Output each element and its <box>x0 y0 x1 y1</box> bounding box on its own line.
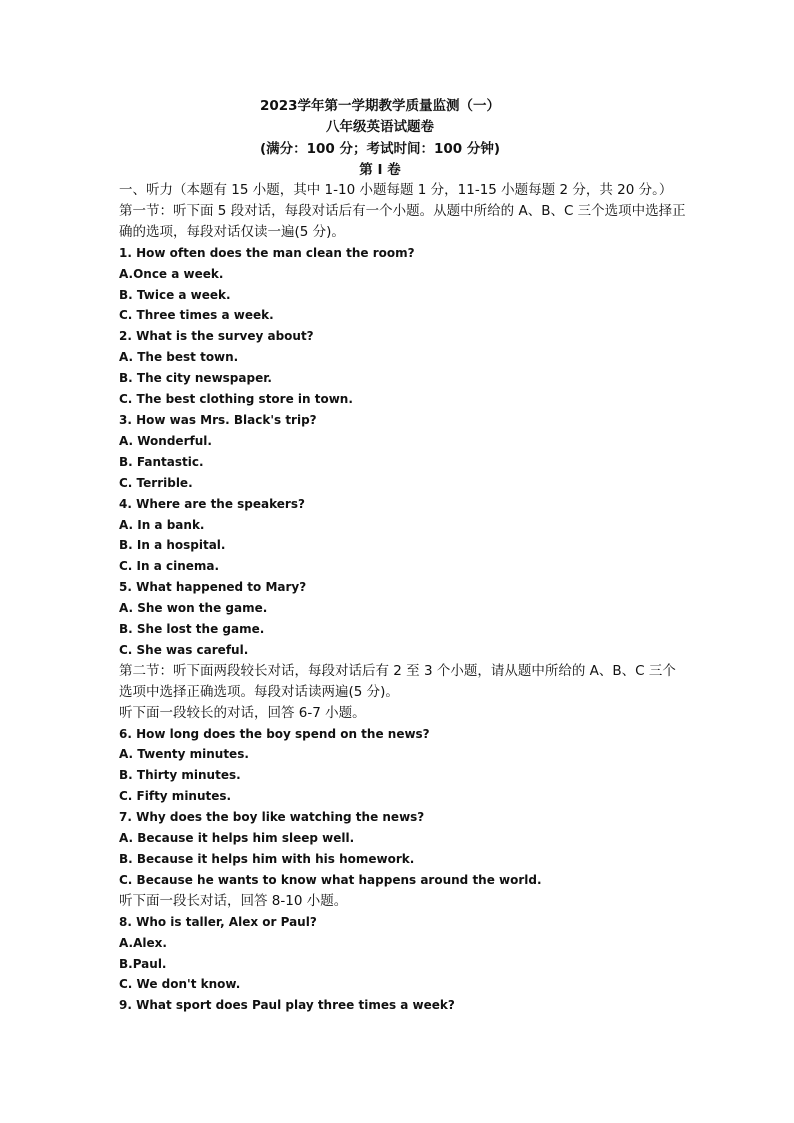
part2-instructions: 第二节：听下面两段较长对话，每段对话后有 2 至 3 个小题，请从题中所给的 A、B、C 三个选项中选择正确选项。每段对话读两遍(5 分)。 <box>119 662 676 700</box>
option-b: B. The city newspaper. <box>119 371 272 386</box>
volume-label: 第 I 卷 <box>359 161 401 178</box>
dialog1-instructions: 听下面一段较长的对话，回答 6-7 小题。 <box>119 704 366 721</box>
exam-header <box>0 96 760 181</box>
option-c: C. Three times a week. <box>119 308 274 323</box>
exam-subtitle: 八年级英语试题卷 <box>326 119 434 136</box>
option-c: C. Because he wants to know what happens around the world. <box>119 872 542 887</box>
option-b: B. Thirty minutes. <box>119 768 241 783</box>
question-text: 1. How often does the man clean the room? <box>119 245 415 260</box>
part1-instructions: 第一节：听下面 5 段对话，每段对话后有一个小题。从题中所给的 A、B、C 三个选项中选择正确的选项，每段对话仅读一遍(5 分)。 <box>119 202 686 240</box>
question-text: 9. What sport does Paul play three times a week? <box>119 998 455 1013</box>
option-c: C. The best clothing store in town. <box>119 392 353 407</box>
question-text: 7. Why does the boy like watching the news? <box>119 810 425 825</box>
option-c: C. Fifty minutes. <box>119 789 232 804</box>
dialog2-instructions: 听下面一段长对话，回答 8-10 小题。 <box>119 892 348 909</box>
question-text: 5. What happened to Mary? <box>119 580 307 595</box>
option-b: B.Paul. <box>119 956 167 971</box>
option-a: A.Once a week. <box>119 266 224 281</box>
option-a: A. She won the game. <box>119 601 268 616</box>
question-text: 4. Where are the speakers? <box>119 496 305 511</box>
option-c: C. Terrible. <box>119 475 193 490</box>
question-text: 2. What is the survey about? <box>119 329 314 344</box>
option-b: B. Because it helps him with his homework. <box>119 852 415 866</box>
option-a: A. The best town. <box>119 350 239 365</box>
option-c: C. She was careful. <box>119 642 249 657</box>
option-a: A.Alex. <box>119 935 167 950</box>
option-a: A. In a bank. <box>119 517 205 532</box>
option-c: C. We don't know. <box>119 977 241 992</box>
question-text: 6. How long does the boy spend on the news? <box>119 726 430 741</box>
option-b: B. She lost the game. <box>119 622 265 637</box>
option-b: B. In a hospital. <box>119 538 226 553</box>
exam-title: 2023学年第一学期教学质量监测（一） <box>259 98 501 114</box>
option-b: B. Fantastic. <box>119 454 204 469</box>
option-a: A. Wonderful. <box>119 433 212 448</box>
exam-body <box>119 180 689 1016</box>
question-text: 8. Who is taller, Alex or Paul? <box>119 914 317 929</box>
score-time-info: (满分：100 分；考试时间：100 分钟) <box>259 140 501 157</box>
question-text: 3. How was Mrs. Black's trip? <box>119 412 317 427</box>
option-c: C. In a cinema. <box>119 559 220 574</box>
option-b: B. Twice a week. <box>119 287 231 302</box>
option-a: A. Because it helps him sleep well. <box>119 831 355 846</box>
section-heading: 一、听力（本题有 15 小题，其中 1-10 小题每题 1 分，11-15 小题每题 2 分，共 20 分。） <box>119 182 673 198</box>
option-a: A. Twenty minutes. <box>119 747 249 762</box>
